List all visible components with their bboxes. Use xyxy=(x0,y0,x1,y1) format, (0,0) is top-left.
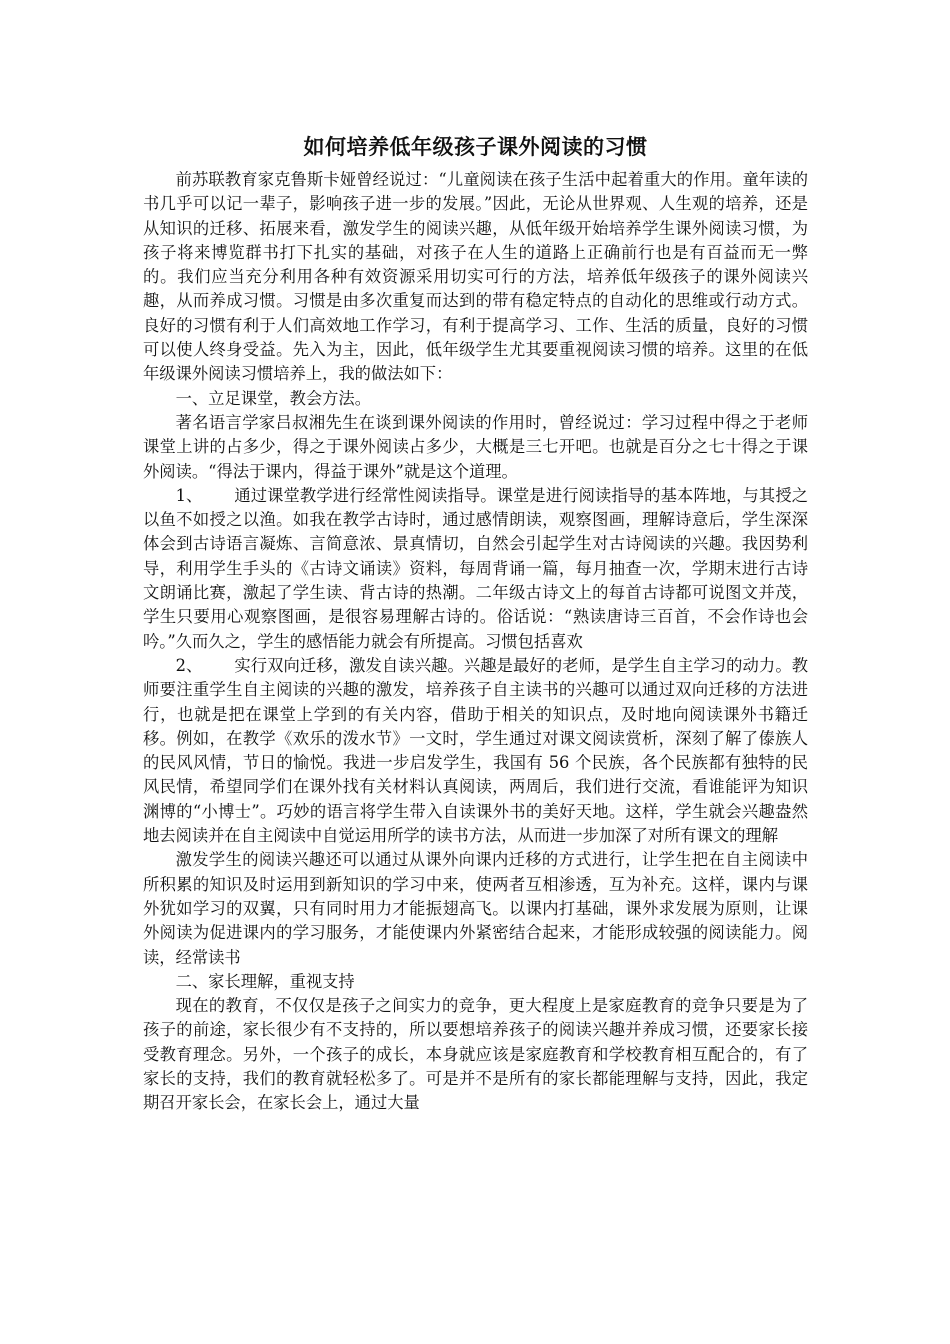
transfer-paragraph: 激发学生的阅读兴趣还可以通过从课外向课内迁移的方式进行，让学生把在自主阅读中所积累的知识及时运用到新知识的学习中来，使两者互相渗透，互为补充。这样，课内与课外犹如学习的双翼，只有同时用力才能振翅高飞。以课内打基础，课外求发展为原则，让课外阅读为促进课内的学习服务，才能使课内外紧密结合起来，才能形成较强的阅读能力。阅读，经常读书 xyxy=(143,850,808,967)
intro-paragraph: 前苏联教育家克鲁斯卡娅曾经说过：“儿童阅读在孩子生活中起着重大的作用。童年读的书几乎可以记一辈子，影响孩子进一步的发展。”因此，无论从世界观、人生观的培养，还是从知识的迁移、拓展来看，激发学生的阅读兴趣，从低年级开始培养学生课外阅读习惯，为孩子将来博览群书打下扎实的基础，对孩子在人生的道路上正确前行也是有百益而无一弊的。我们应当充分利用各种有效资源采用切实可行的方法，培养低年级孩子的课外阅读兴趣，从而养成习惯。习惯是由多次重复而达到的带有稳定特点的自动化的思维或行动方式。良好的习惯有利于人们高效地工作学习，有利于提高学习、工作、生活的质量，良好的习惯可以使人终身受益。先入为主，因此，低年级学生尤其要重视阅读习惯的培养。这里的在低年级课外阅读习惯培养上，我的做法如下： xyxy=(143,170,808,384)
document-title: 如何培养低年级孩子课外阅读的习惯 xyxy=(303,134,648,159)
quote-paragraph: 著名语言学家吕叔湘先生在谈到课外阅读的作用时，曾经说过：学习过程中得之于老师课堂上讲的占多少，得之于课外阅读占多少，大概是三七开吧。也就是百分之七十得之于课外阅读。“得法于课内，得益于课外”就是这个道理。 xyxy=(143,412,808,481)
list-item-1-number: 1、 xyxy=(175,485,203,505)
list-item-2 xyxy=(143,654,808,848)
list-item-2-number: 2、 xyxy=(175,655,203,675)
list-item-1 xyxy=(143,484,808,654)
document-page xyxy=(143,130,808,1116)
list-item-1-text: 通过课堂教学进行经常性阅读指导。课堂是进行阅读指导的基本阵地，与其授之以鱼不如授之以渔。如我在教学古诗时，通过感情朗读，观察图画，理解诗意后，学生深深体会到古诗语言凝炼、言简意浓、景真情切，自然会引起学生对古诗阅读的兴趣。我因势利导，利用学生手头的《古诗文诵读》资料，每周背诵一篇，每月抽查一次，学期末进行古诗文朗诵比赛，激起了学生读、背古诗的热潮。二年级古诗文上的每首古诗都可说图文并茂，学生只要用心观察图画，是很容易理解古诗的。俗话说：“熟读唐诗三百首，不会作诗也会吟。”久而久之，学生的感悟能力就会有所提高。习惯包括喜欢 xyxy=(143,485,808,651)
section-heading-2: 二、家长理解，重视支持 xyxy=(175,971,355,991)
list-item-2-text: 实行双向迁移，激发自读兴趣。兴趣是最好的老师，是学生自主学习的动力。教师要注重学生自主阅读的兴趣的激发，培养孩子自主读书的兴趣可以通过双向迁移的方法进行，也就是把在课堂上学到的有关内容，借助于相关的知识点，及时地向阅读课外书籍迁移。例如，在教学《欢乐的泼水节》一文时，学生通过对课文阅读赏析，深刻了解了傣族人的民风风情，节日的愉悦。我进一步启发学生，我国有 56 个民族，各个民族都有独特的民风民情，希望同学们在课外找有关材料认真阅读，两周后，我们进行交流，看谁能评为知识渊博的“小博士”。巧妙的语言将学生带入自读课外书的美好天地。这样，学生就会兴趣盎然地去阅读并在自主阅读中自觉运用所学的读书方法，从而进一步加深了对所有课文的理解 xyxy=(143,655,808,846)
parents-paragraph: 现在的教育，不仅仅是孩子之间实力的竞争，更大程度上是家庭教育的竞争只要是为了孩子的前途，家长很少有不支持的，所以要想培养孩子的阅读兴趣并养成习惯，还要家长接受教育理念。另外，一个孩子的成长，本身就应该是家庭教育和学校教育相互配合的，有了家长的支持，我们的教育就轻松多了。可是并不是所有的家长都能理解与支持，因此，我定期召开家长会，在家长会上，通过大量 xyxy=(143,996,808,1113)
section-heading-1: 一、立足课堂，教会方法。 xyxy=(175,388,371,408)
